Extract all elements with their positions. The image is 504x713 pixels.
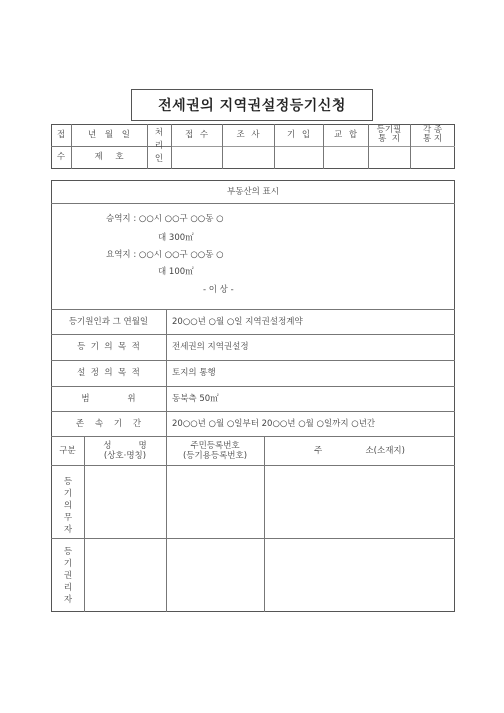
receipt-su: 수 [56,152,66,162]
row-value-setting: 토지의 통행 [172,368,216,378]
property-header: 부동산의 표시 [227,187,279,197]
receipt-date-label: 년 월 일 [87,130,131,140]
row-value-cause: 20○○년 ○월 ○일 지역권설정계약 [172,317,303,327]
receipt-number-label: 제 호 [94,152,124,162]
property-line-dominant-area: 대 100㎡ [158,267,194,277]
obligor-id-field[interactable] [167,466,263,537]
receipt-col-josa: 조 사 [236,130,260,140]
parties-col-name: 성 명 [103,441,147,451]
holder-id-field[interactable] [167,539,263,611]
row-value-duration: 20○○년 ○월 ○일부터 20○○년 ○월 ○일까지 ○년간 [172,419,376,429]
obligor-name-field[interactable] [85,466,165,537]
row-value-scope: 동북측 50㎡ [172,394,219,404]
parties-col-id: 주민등록번호 [190,441,240,451]
row-value-purpose: 전세권의 지역권설정 [172,342,249,352]
receipt-col-notice: 등기필 통 지 [376,125,402,144]
row-label-duration: 존 속 기 간 [75,419,142,429]
holder-name-field[interactable] [85,539,165,611]
page-title: 전세권의 지역권설정등기신청 [131,89,373,121]
holder-address-field[interactable] [265,539,454,611]
parties-col-address: 주 소(소재지) [314,446,405,456]
receipt-col-gyohap: 교 합 [333,130,358,140]
row-label-purpose: 등 기 의 목 적 [77,342,140,352]
party-holder-label: 등 기 권 리 자 [63,547,73,605]
obligor-address-field[interactable] [265,466,454,537]
row-label-setting: 설 정 의 목 적 [77,368,140,378]
process-seal-label: 처 리 인 [154,128,164,164]
receipt-col-various: 각 종 통 지 [422,125,443,144]
party-obligor-label: 등 기 의 무 자 [63,477,73,535]
parties-col-id-sub: (등기용등록번호) [182,451,248,461]
receipt-jeop: 접 [56,130,66,140]
property-line-servient-area: 대 300㎡ [158,233,194,243]
property-line-dominant: 요역지 : ○○시 ○○구 ○○동 ○ [106,250,224,260]
property-line-servient: 승역지 : ○○시 ○○구 ○○동 ○ [106,214,224,224]
parties-col-gubun: 구분 [59,446,76,456]
row-label-cause: 등기원인과 그 연월일 [68,317,149,327]
property-end-mark: - 이 상 - [203,285,234,295]
receipt-col-giip: 기 입 [286,130,311,140]
parties-col-name-sub: (상호·명칭) [103,451,147,461]
receipt-col-jeopsu: 접 수 [184,130,209,140]
row-label-scope: 범 위 [81,394,136,404]
